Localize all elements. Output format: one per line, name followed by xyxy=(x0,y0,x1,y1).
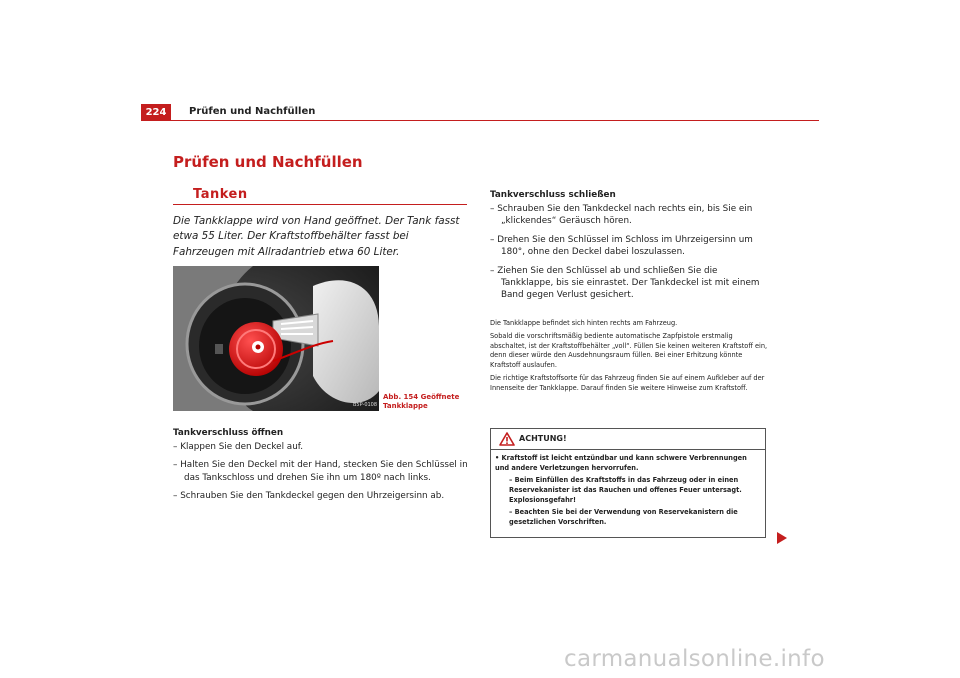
note: Die richtige Kraftstoffsorte für das Fahrzeug finden Sie auf einem Aufkleber auf der Innenseite der Tankklappe. Darauf finden Sie weitere Hinweise zum Kraftstoff. xyxy=(490,373,765,392)
note: Sobald die vorschriftsmäßig bediente automatische Zapfpistole erstmalig abschaltet, ist der Kraftstoffbehälter „voll“. Füllen Sie keinen weiteren Kraftstoff ein, denn dieser würde den Ausdehnungsraum füllen. Bei einer Erhitzung könnte Kraftstoff auslaufen. xyxy=(490,331,768,370)
open-step: – Halten Sie den Deckel mit der Hand, stecken Sie den Schlüssel in das Tankschloss und drehen Sie ihn um 180º nach links. xyxy=(173,460,468,483)
section-title: Tanken xyxy=(193,187,248,202)
section-rule xyxy=(173,204,467,205)
open-instructions xyxy=(173,428,469,509)
close-step: – Ziehen Sie den Schlüssel ab und schließen Sie die Tankklappe, bis sie einrastet. Der Tankdeckel ist mit einem Band gegen Verlust gesichert. xyxy=(490,265,760,301)
warning-main: • Kraftstoff ist leicht entzündbar und kann schwere Verbrennungen und andere Verletzungen hervorrufen. xyxy=(495,454,747,472)
close-step: – Drehen Sie den Schlüssel im Schloss im Uhrzeigersinn um 180°, ohne den Deckel dabei loszulassen. xyxy=(490,234,753,258)
figure-caption-line1: Abb. 154 Geöffnete xyxy=(383,393,460,401)
intro-text: Die Tankklappe wird von Hand geöffnet. Der Tank fasst etwa 55 Liter. Der Kraftstoffbehälter fasst bei Fahrzeugen mit Allradantrieb etwa 60 Liter. xyxy=(173,215,460,258)
warning-title: ACHTUNG! xyxy=(519,434,567,443)
warning-box xyxy=(490,428,766,538)
fuel-flap-photo xyxy=(173,266,379,411)
close-heading: Tankverschluss schließen xyxy=(490,190,616,200)
warning-triangle-icon xyxy=(499,432,515,446)
note: Die Tankklappe befindet sich hinten rechts am Fahrzeug. xyxy=(490,319,678,327)
warning-header xyxy=(491,429,765,450)
next-page-arrow-icon[interactable] xyxy=(777,532,787,544)
open-heading: Tankverschluss öffnen xyxy=(173,428,284,438)
page-title: Prüfen und Nachfüllen xyxy=(173,153,363,171)
figure-caption xyxy=(383,393,463,411)
header-rule xyxy=(141,120,819,121)
warning-sub: – Beim Einfüllen des Kraftstoffs in das Fahrzeug oder in einen Reservekanister ist das Rauchen und offenes Feuer untersagt. Explosionsgefahr! xyxy=(509,476,742,504)
open-step: – Klappen Sie den Deckel auf. xyxy=(173,442,304,452)
warning-body xyxy=(495,453,759,529)
figure-code: B5P-0108 xyxy=(353,402,378,408)
warning-sub: – Beachten Sie bei der Verwendung von Reservekanistern die gesetzlichen Vorschriften. xyxy=(509,508,738,526)
close-step: – Schrauben Sie den Tankdeckel nach rechts ein, bis Sie ein „klickendes“ Geräusch hören. xyxy=(490,204,753,227)
open-step: – Schrauben Sie den Tankdeckel gegen den Uhrzeigersinn ab. xyxy=(173,491,445,502)
running-header: Prüfen und Nachfüllen xyxy=(189,106,316,117)
notes xyxy=(490,319,768,397)
page-number: 224 xyxy=(141,104,171,121)
close-instructions xyxy=(490,190,772,308)
watermark: carmanualsonline.info xyxy=(564,646,825,672)
figure-caption-line2: Tankklappe xyxy=(383,402,428,410)
